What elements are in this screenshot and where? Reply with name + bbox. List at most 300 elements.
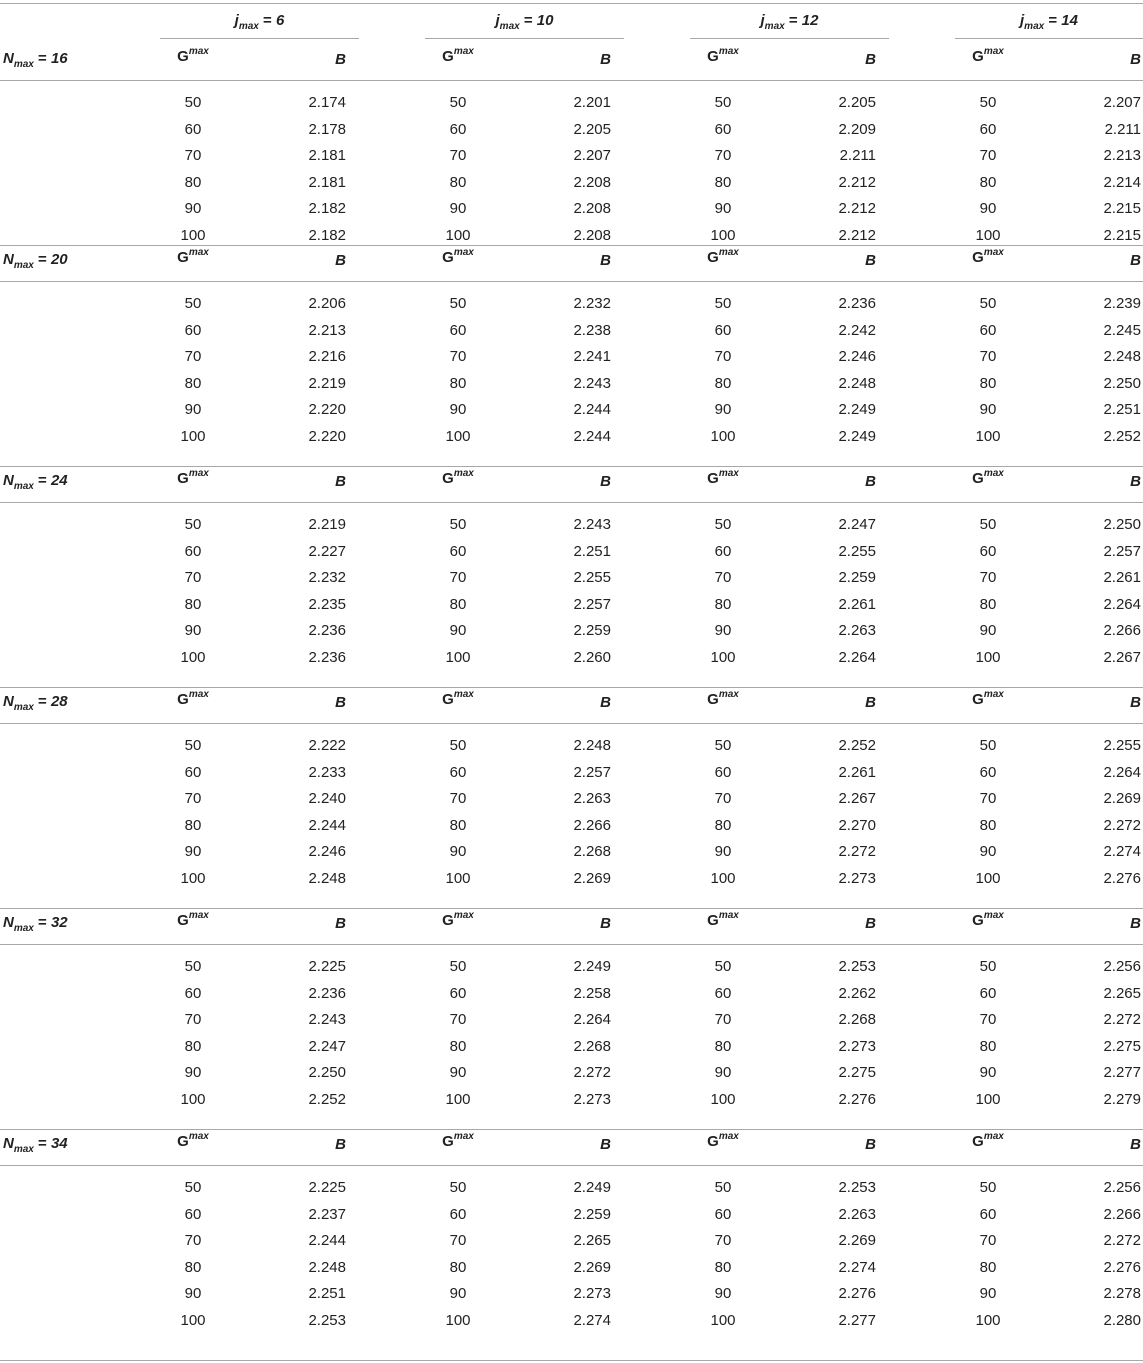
- gmax-superscript: max: [983, 46, 1004, 57]
- b-value: 2.274: [1103, 843, 1141, 860]
- b-value: 2.181: [308, 174, 346, 191]
- b-value: 2.267: [1103, 649, 1141, 666]
- b-value: 2.259: [573, 622, 611, 639]
- b-value: 2.259: [573, 1206, 611, 1223]
- gmax-symbol: G: [972, 249, 984, 266]
- gmax-value: 50: [184, 958, 202, 975]
- b-value: 2.225: [308, 958, 346, 975]
- gmax-value: 80: [449, 596, 467, 613]
- b-value: 2.261: [838, 596, 876, 613]
- b-value: 2.268: [573, 1038, 611, 1055]
- gmax-header: [433, 691, 483, 711]
- gmax-superscript: max: [983, 1131, 1004, 1142]
- gmax-header: [963, 470, 1013, 490]
- gmax-value: 50: [449, 94, 467, 111]
- gmax-value: 70: [714, 1011, 732, 1028]
- gmax-value: 80: [184, 174, 202, 191]
- b-value: 2.272: [1103, 1232, 1141, 1249]
- b-value: 2.236: [308, 622, 346, 639]
- gmax-value: 70: [184, 1232, 202, 1249]
- b-value: 2.242: [838, 322, 876, 339]
- jmax-subscript: max: [499, 21, 520, 32]
- gmax-value: 90: [184, 1285, 202, 1302]
- gmax-value: 60: [979, 121, 997, 138]
- gmax-value: 60: [449, 543, 467, 560]
- gmax-value: 90: [184, 200, 202, 217]
- b-value: 2.227: [308, 543, 346, 560]
- gmax-value: 70: [714, 1232, 732, 1249]
- nmax-value: 24: [50, 472, 68, 489]
- b-value: 2.219: [308, 375, 346, 392]
- equals-sign: =: [784, 12, 802, 29]
- gmax-superscript: max: [983, 247, 1004, 258]
- gmax-value: 70: [449, 348, 467, 365]
- b-value: 2.253: [308, 1312, 346, 1329]
- gmax-value: 60: [714, 1206, 732, 1223]
- b-value: 2.244: [573, 428, 611, 445]
- b-value: 2.266: [573, 817, 611, 834]
- b-header: B: [865, 51, 876, 68]
- gmax-header: [698, 1133, 748, 1153]
- jmax-group-rule: [955, 38, 1143, 39]
- jmax-header: [160, 12, 359, 32]
- gmax-value: 50: [714, 516, 732, 533]
- nmax-symbol: N: [3, 693, 14, 710]
- b-value: 2.244: [308, 1232, 346, 1249]
- gmax-value: 100: [710, 428, 736, 445]
- gmax-value: 50: [714, 1179, 732, 1196]
- b-value: 2.273: [838, 870, 876, 887]
- b-value: 2.269: [838, 1232, 876, 1249]
- b-value: 2.248: [308, 870, 346, 887]
- b-header: B: [335, 1136, 346, 1153]
- gmax-symbol: G: [177, 249, 189, 266]
- b-value: 2.269: [573, 1259, 611, 1276]
- gmax-superscript: max: [718, 468, 739, 479]
- gmax-value: 50: [184, 737, 202, 754]
- header-underline-rule: [0, 944, 1143, 945]
- gmax-value: 70: [979, 1011, 997, 1028]
- gmax-value: 90: [979, 622, 997, 639]
- nmax-subscript: max: [13, 1144, 34, 1155]
- b-value: 2.264: [1103, 764, 1141, 781]
- b-header: B: [600, 51, 611, 68]
- gmax-superscript: max: [453, 1131, 474, 1142]
- b-value: 2.214: [1103, 174, 1141, 191]
- b-value: 2.233: [308, 764, 346, 781]
- gmax-header: [168, 691, 218, 711]
- equals-sign: =: [33, 1135, 51, 1152]
- gmax-header: [698, 912, 748, 932]
- gmax-value: 60: [449, 322, 467, 339]
- gmax-value: 60: [184, 764, 202, 781]
- b-header: B: [600, 473, 611, 490]
- gmax-header: [698, 470, 748, 490]
- gmax-value: 80: [449, 375, 467, 392]
- gmax-value: 60: [979, 764, 997, 781]
- gmax-symbol: G: [442, 249, 454, 266]
- b-value: 2.255: [838, 543, 876, 560]
- gmax-value: 50: [184, 516, 202, 533]
- gmax-superscript: max: [453, 247, 474, 258]
- gmax-value: 70: [184, 147, 202, 164]
- jmax-group-rule: [160, 38, 359, 39]
- header-underline-rule: [0, 502, 1143, 503]
- gmax-symbol: G: [177, 1133, 189, 1150]
- block-separator-rule: [0, 687, 1143, 688]
- gmax-value: 100: [975, 1091, 1001, 1108]
- gmax-value: 60: [449, 985, 467, 1002]
- b-value: 2.266: [1103, 622, 1141, 639]
- gmax-header: [963, 691, 1013, 711]
- b-value: 2.248: [1103, 348, 1141, 365]
- b-value: 2.274: [573, 1312, 611, 1329]
- b-value: 2.208: [573, 200, 611, 217]
- gmax-superscript: max: [983, 910, 1004, 921]
- b-value: 2.272: [838, 843, 876, 860]
- gmax-value: 100: [710, 227, 736, 244]
- gmax-value: 60: [184, 121, 202, 138]
- b-value: 2.273: [838, 1038, 876, 1055]
- gmax-symbol: G: [707, 470, 719, 487]
- nmax-label: [3, 251, 68, 271]
- gmax-symbol: G: [707, 691, 719, 708]
- b-header: B: [335, 694, 346, 711]
- gmax-value: 80: [184, 1038, 202, 1055]
- b-value: 2.211: [839, 147, 876, 164]
- b-value: 2.272: [573, 1064, 611, 1081]
- gmax-value: 50: [449, 737, 467, 754]
- b-value: 2.249: [838, 401, 876, 418]
- b-value: 2.275: [1103, 1038, 1141, 1055]
- gmax-value: 70: [449, 569, 467, 586]
- gmax-superscript: max: [453, 689, 474, 700]
- b-value: 2.248: [308, 1259, 346, 1276]
- gmax-value: 50: [979, 94, 997, 111]
- gmax-value: 80: [714, 817, 732, 834]
- b-value: 2.213: [1103, 147, 1141, 164]
- nmax-subscript: max: [13, 702, 34, 713]
- gmax-value: 90: [714, 200, 732, 217]
- gmax-value: 70: [979, 1232, 997, 1249]
- gmax-value: 100: [975, 227, 1001, 244]
- b-value: 2.250: [308, 1064, 346, 1081]
- nmax-subscript: max: [13, 260, 34, 271]
- gmax-value: 60: [184, 985, 202, 1002]
- b-value: 2.268: [573, 843, 611, 860]
- gmax-value: 90: [184, 843, 202, 860]
- gmax-header: [168, 1133, 218, 1153]
- gmax-value: 90: [449, 200, 467, 217]
- b-value: 2.178: [308, 121, 346, 138]
- gmax-value: 70: [714, 569, 732, 586]
- gmax-value: 80: [979, 174, 997, 191]
- gmax-value: 90: [184, 622, 202, 639]
- gmax-value: 60: [184, 1206, 202, 1223]
- b-value: 2.244: [573, 401, 611, 418]
- b-header: B: [865, 915, 876, 932]
- b-header: B: [600, 915, 611, 932]
- gmax-header: [698, 691, 748, 711]
- nmax-value: 20: [50, 251, 68, 268]
- gmax-value: 50: [979, 958, 997, 975]
- gmax-value: 80: [184, 596, 202, 613]
- b-value: 2.263: [573, 790, 611, 807]
- b-value: 2.267: [838, 790, 876, 807]
- gmax-value: 80: [979, 596, 997, 613]
- gmax-symbol: G: [972, 470, 984, 487]
- b-value: 2.276: [1103, 870, 1141, 887]
- gmax-value: 100: [975, 428, 1001, 445]
- block-separator-rule: [0, 908, 1143, 909]
- b-header: B: [1130, 51, 1141, 68]
- gmax-symbol: G: [442, 470, 454, 487]
- b-value: 2.259: [838, 569, 876, 586]
- nmax-value: 16: [50, 50, 68, 67]
- b-value: 2.274: [838, 1259, 876, 1276]
- b-value: 2.246: [838, 348, 876, 365]
- b-value: 2.181: [308, 147, 346, 164]
- b-value: 2.208: [573, 174, 611, 191]
- gmax-value: 100: [180, 428, 206, 445]
- b-value: 2.264: [573, 1011, 611, 1028]
- gmax-value: 90: [449, 843, 467, 860]
- jmax-header: [955, 12, 1143, 32]
- gmax-value: 100: [975, 870, 1001, 887]
- b-value: 2.240: [308, 790, 346, 807]
- gmax-symbol: G: [177, 691, 189, 708]
- nmax-subscript: max: [13, 59, 34, 70]
- gmax-value: 100: [710, 870, 736, 887]
- b-value: 2.265: [573, 1232, 611, 1249]
- gmax-value: 70: [449, 147, 467, 164]
- gmax-value: 60: [184, 322, 202, 339]
- gmax-value: 90: [449, 1285, 467, 1302]
- gmax-value: 100: [975, 649, 1001, 666]
- b-value: 2.258: [573, 985, 611, 1002]
- gmax-symbol: G: [972, 1133, 984, 1150]
- gmax-value: 90: [714, 1064, 732, 1081]
- equals-sign: =: [33, 251, 51, 268]
- gmax-value: 90: [449, 1064, 467, 1081]
- b-value: 2.264: [1103, 596, 1141, 613]
- b-value: 2.276: [1103, 1259, 1141, 1276]
- gmax-value: 80: [714, 1038, 732, 1055]
- b-value: 2.261: [1103, 569, 1141, 586]
- b-value: 2.247: [838, 516, 876, 533]
- gmax-value: 70: [714, 790, 732, 807]
- b-header: B: [600, 694, 611, 711]
- b-value: 2.216: [308, 348, 346, 365]
- gmax-value: 70: [979, 790, 997, 807]
- b-value: 2.222: [308, 737, 346, 754]
- header-underline-rule: [0, 80, 1143, 81]
- equals-sign: =: [1044, 12, 1062, 29]
- b-value: 2.280: [1103, 1312, 1141, 1329]
- gmax-value: 70: [979, 348, 997, 365]
- b-header: B: [1130, 694, 1141, 711]
- gmax-value: 90: [714, 1285, 732, 1302]
- b-value: 2.279: [1103, 1091, 1141, 1108]
- gmax-superscript: max: [453, 46, 474, 57]
- b-value: 2.246: [308, 843, 346, 860]
- gmax-header: [168, 470, 218, 490]
- jmax-value: 6: [275, 12, 285, 29]
- gmax-header: [963, 48, 1013, 68]
- gmax-value: 50: [714, 737, 732, 754]
- gmax-value: 100: [445, 870, 471, 887]
- gmax-value: 50: [979, 516, 997, 533]
- nmax-symbol: N: [3, 472, 14, 489]
- gmax-value: 70: [184, 348, 202, 365]
- equals-sign: =: [33, 472, 51, 489]
- gmax-superscript: max: [718, 689, 739, 700]
- b-value: 2.243: [308, 1011, 346, 1028]
- b-header: B: [865, 252, 876, 269]
- gmax-value: 60: [979, 1206, 997, 1223]
- gmax-value: 100: [180, 649, 206, 666]
- nmax-symbol: N: [3, 1135, 14, 1152]
- nmax-subscript: max: [13, 481, 34, 492]
- b-value: 2.256: [1103, 1179, 1141, 1196]
- b-value: 2.276: [838, 1285, 876, 1302]
- b-value: 2.270: [838, 817, 876, 834]
- jmax-group-rule: [690, 38, 889, 39]
- gmax-value: 80: [714, 596, 732, 613]
- b-header: B: [335, 51, 346, 68]
- b-value: 2.236: [308, 985, 346, 1002]
- gmax-value: 60: [714, 322, 732, 339]
- b-value: 2.275: [838, 1064, 876, 1081]
- gmax-value: 100: [445, 1312, 471, 1329]
- jmax-value: 14: [1061, 12, 1078, 29]
- b-value: 2.235: [308, 596, 346, 613]
- nmax-label: [3, 472, 68, 492]
- b-header: B: [1130, 1136, 1141, 1153]
- gmax-value: 50: [184, 94, 202, 111]
- gmax-superscript: max: [718, 46, 739, 57]
- b-header: B: [600, 1136, 611, 1153]
- b-value: 2.277: [838, 1312, 876, 1329]
- jmax-subscript: max: [764, 21, 785, 32]
- b-value: 2.277: [1103, 1064, 1141, 1081]
- nmax-label: [3, 914, 68, 934]
- gmax-symbol: G: [972, 691, 984, 708]
- gmax-value: 60: [449, 1206, 467, 1223]
- gmax-header: [433, 1133, 483, 1153]
- b-header: B: [335, 915, 346, 932]
- b-value: 2.263: [838, 622, 876, 639]
- gmax-value: 80: [184, 817, 202, 834]
- gmax-value: 60: [449, 764, 467, 781]
- gmax-value: 70: [449, 790, 467, 807]
- b-value: 2.207: [1103, 94, 1141, 111]
- gmax-value: 100: [180, 227, 206, 244]
- gmax-value: 70: [979, 569, 997, 586]
- b-value: 2.207: [573, 147, 611, 164]
- b-header: B: [1130, 915, 1141, 932]
- gmax-superscript: max: [188, 46, 209, 57]
- b-value: 2.236: [308, 649, 346, 666]
- equals-sign: =: [33, 50, 51, 67]
- gmax-superscript: max: [983, 689, 1004, 700]
- b-value: 2.205: [838, 94, 876, 111]
- b-value: 2.182: [308, 227, 346, 244]
- block-separator-rule: [0, 466, 1143, 467]
- gmax-value: 60: [714, 543, 732, 560]
- gmax-value: 80: [449, 817, 467, 834]
- b-value: 2.257: [573, 764, 611, 781]
- jmax-value: 12: [801, 12, 819, 29]
- b-value: 2.174: [308, 94, 346, 111]
- gmax-value: 70: [714, 147, 732, 164]
- gmax-value: 50: [714, 958, 732, 975]
- b-value: 2.208: [573, 227, 611, 244]
- gmax-value: 60: [979, 322, 997, 339]
- b-value: 2.249: [573, 958, 611, 975]
- b-header: B: [1130, 473, 1141, 490]
- b-value: 2.220: [308, 401, 346, 418]
- gmax-value: 100: [710, 649, 736, 666]
- b-value: 2.232: [573, 295, 611, 312]
- gmax-superscript: max: [453, 468, 474, 479]
- gmax-value: 70: [449, 1232, 467, 1249]
- b-header: B: [865, 473, 876, 490]
- b-value: 2.272: [1103, 817, 1141, 834]
- gmax-superscript: max: [718, 1131, 739, 1142]
- gmax-value: 70: [184, 569, 202, 586]
- header-underline-rule: [0, 723, 1143, 724]
- gmax-value: 100: [710, 1091, 736, 1108]
- gmax-value: 80: [979, 1038, 997, 1055]
- jmax-subscript: max: [238, 21, 259, 32]
- gmax-value: 90: [979, 200, 997, 217]
- gmax-value: 60: [979, 543, 997, 560]
- b-value: 2.206: [308, 295, 346, 312]
- b-value: 2.253: [838, 958, 876, 975]
- gmax-superscript: max: [188, 910, 209, 921]
- nmax-symbol: N: [3, 914, 14, 931]
- jmax-symbol: j: [495, 12, 500, 29]
- equals-sign: =: [519, 12, 537, 29]
- gmax-value: 60: [979, 985, 997, 1002]
- gmax-header: [168, 912, 218, 932]
- gmax-value: 60: [184, 543, 202, 560]
- b-value: 2.263: [838, 1206, 876, 1223]
- gmax-value: 90: [979, 1064, 997, 1081]
- b-value: 2.243: [573, 375, 611, 392]
- gmax-header: [433, 470, 483, 490]
- gmax-value: 90: [979, 1285, 997, 1302]
- b-value: 2.272: [1103, 1011, 1141, 1028]
- b-value: 2.278: [1103, 1285, 1141, 1302]
- b-value: 2.250: [1103, 375, 1141, 392]
- gmax-value: 80: [714, 174, 732, 191]
- gmax-value: 100: [445, 428, 471, 445]
- gmax-value: 80: [449, 1038, 467, 1055]
- gmax-value: 50: [184, 1179, 202, 1196]
- gmax-header: [963, 912, 1013, 932]
- gmax-symbol: G: [442, 1133, 454, 1150]
- gmax-value: 80: [184, 375, 202, 392]
- gmax-symbol: G: [177, 470, 189, 487]
- nmax-label: [3, 1135, 68, 1155]
- b-value: 2.182: [308, 200, 346, 217]
- gmax-value: 50: [449, 958, 467, 975]
- b-value: 2.209: [838, 121, 876, 138]
- gmax-value: 60: [714, 764, 732, 781]
- header-underline-rule: [0, 1165, 1143, 1166]
